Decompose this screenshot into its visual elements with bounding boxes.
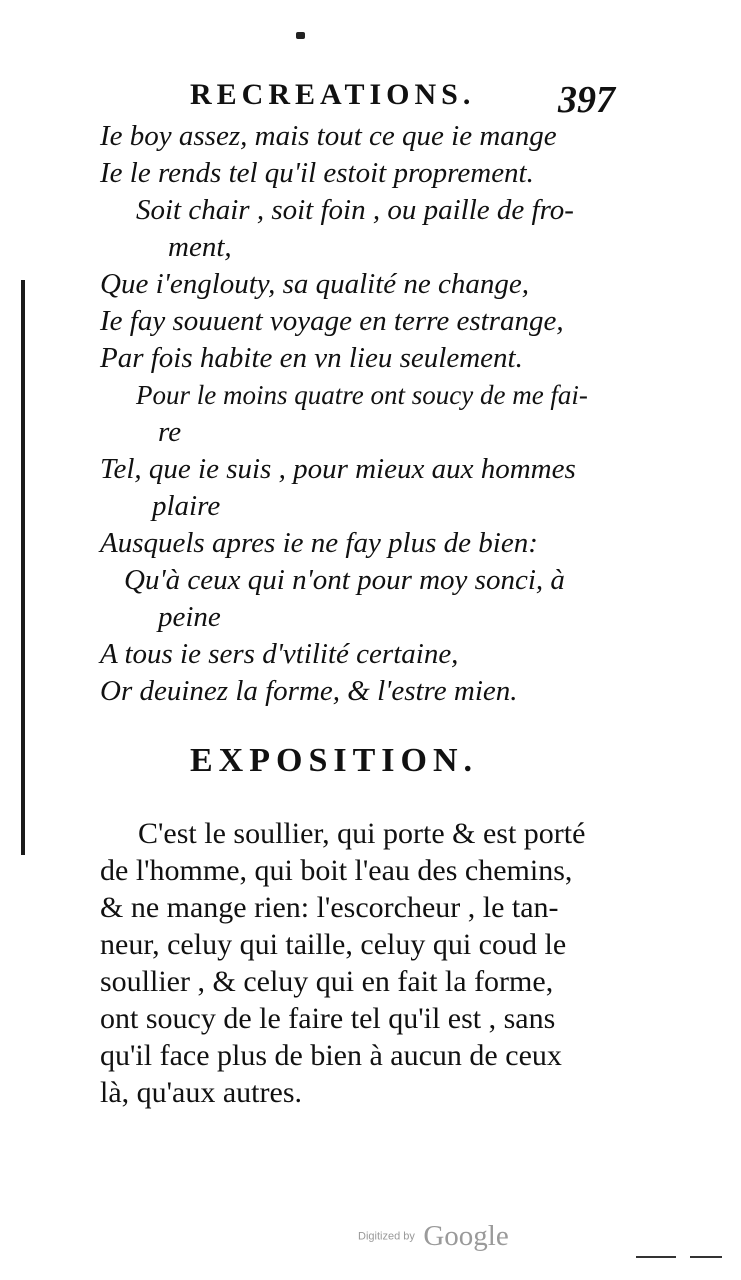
poem-line: Ie boy assez, mais tout ce que ie mange — [100, 120, 557, 152]
margin-rule — [21, 280, 25, 855]
digitized-watermark — [358, 1220, 509, 1253]
poem-line: Que i'englouty, sa qualité ne change, — [100, 268, 530, 300]
poem-line: re — [158, 416, 182, 448]
prose-line: qu'il face plus de bien à aucun de ceux — [100, 1039, 562, 1072]
section-heading: EXPOSITION. — [190, 742, 478, 779]
poem-line: Or deuinez la forme, & l'estre mien. — [100, 675, 518, 707]
ink-speck — [296, 32, 305, 39]
poem-line: Ie fay souuent voyage en terre estrange, — [100, 305, 564, 337]
poem-line: ment, — [168, 231, 232, 263]
poem-line: Ausquels apres ie ne fay plus de bien: — [100, 527, 538, 559]
scan-rule — [636, 1256, 676, 1258]
watermark-prefix: Digitized by — [358, 1230, 415, 1243]
prose-line: de l'homme, qui boit l'eau des chemins, — [100, 854, 573, 887]
prose-line: ont soucy de le faire tel qu'il est , sans — [100, 1002, 556, 1035]
poem-line: Par fois habite en vn lieu seulement. — [100, 342, 523, 374]
poem-line: Tel, que ie suis , pour mieux aux hommes — [100, 453, 576, 485]
poem-line: plaire — [152, 490, 221, 522]
poem-line: peine — [158, 601, 221, 633]
poem-line: Ie le rends tel qu'il estoit proprement. — [100, 157, 534, 189]
poem-line: Qu'à ceux qui n'ont pour moy sonci, à — [124, 564, 565, 596]
poem-line: Soit chair , soit foin , ou paille de fro- — [136, 194, 574, 226]
prose-line: C'est le soullier, qui porte & est porté — [138, 817, 586, 850]
poem-line: A tous ie sers d'vtilité certaine, — [100, 638, 459, 670]
poem-line: Pour le moins quatre ont soucy de me fai- — [136, 380, 588, 410]
prose-line: là, qu'aux autres. — [100, 1076, 303, 1109]
running-head: RECREATIONS. — [190, 78, 476, 111]
prose-line: soullier , & celuy qui en fait la forme, — [100, 965, 554, 998]
prose-line: & ne mange rien: l'escorcheur , le tan- — [100, 891, 559, 924]
google-logo: Google — [423, 1220, 509, 1252]
scan-rule — [690, 1256, 722, 1258]
prose-line: neur, celuy qui taille, celuy qui coud le — [100, 928, 567, 961]
page-number: 397 — [558, 79, 615, 121]
